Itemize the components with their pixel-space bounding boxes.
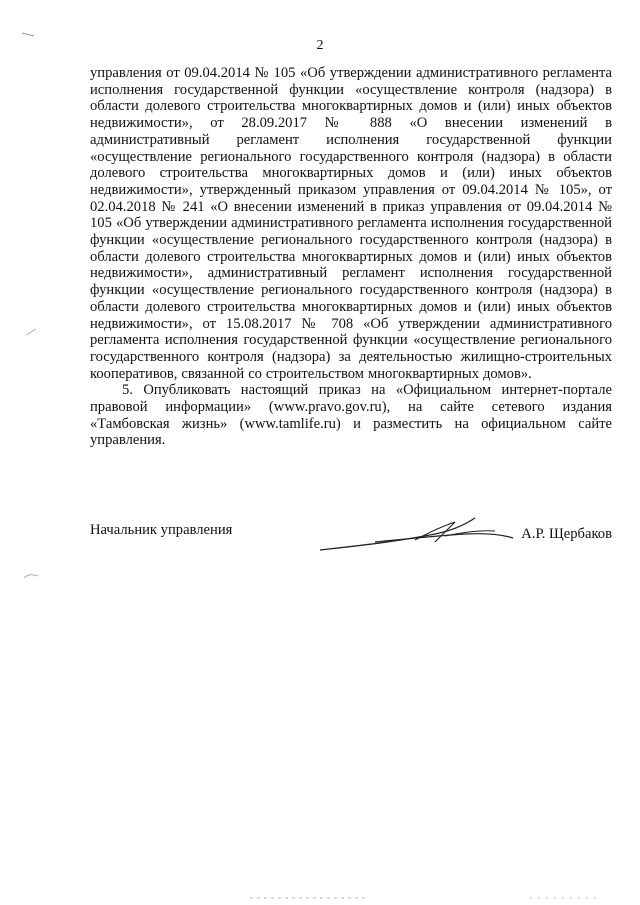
scan-artifact <box>20 28 40 38</box>
scan-artifact <box>24 325 44 339</box>
scan-artifact <box>530 895 600 901</box>
signer-title: Начальник управления <box>90 522 233 538</box>
handwritten-signature <box>315 512 515 562</box>
signer-name: А.Р. Щербаков <box>521 526 612 542</box>
scan-artifact <box>250 895 370 901</box>
scan-artifact <box>22 570 42 584</box>
page-number: 2 <box>316 38 324 53</box>
document-body <box>90 65 612 449</box>
signature-block <box>90 512 612 572</box>
paragraph-continuation: управления от 09.04.2014 № 105 «Об утверждении административного регламента исполнения государственной функции «осуществление контроля (надзора) в области долевого строительства многоквартирных домов и (или) иных объектов недвижимости», от 28.09.2017 № 888 «О внесении изменений в административный регламент исполнения государственной функции «осуществление регионального государственного контроля (надзора) в области долевого строительства многоквартирных домов и (или) иных объектов недвижимости», утвержденный приказом управления от 09.04.2014 № 105», от 02.04.2018 № 241 «О внесении изменений в приказ управления от 09.04.2014 № 105 «Об утверждении административного регламента исполнения государственной функции «осуществление регионального государственного контроля (надзора) в области долевого строительства многоквартирных домов и (или) иных объектов недвижимости», административный регламент исполнения государственной функции «осуществление регионального государственного контроля (надзора) в области долевого строительства многоквартирных домов и (или) иных объектов недвижимости», от 15.08.2017 № 708 «Об утверждении административного регламента исполнения государственной функции «осуществление регионального государственного контроля (надзора) за деятельностью жилищно-строительных кооперативов, связанной со строительством многоквартирных домов». <box>90 65 612 382</box>
paragraph-item-5: 5. Опубликовать настоящий приказ на «Официальном интернет-портале правовой информации» (www.pravo.gov.ru), на сайте сетевого издания «Тамбовская жизнь» (www.tamlife.ru) и разместить на официальном сайте управления. <box>90 382 612 449</box>
